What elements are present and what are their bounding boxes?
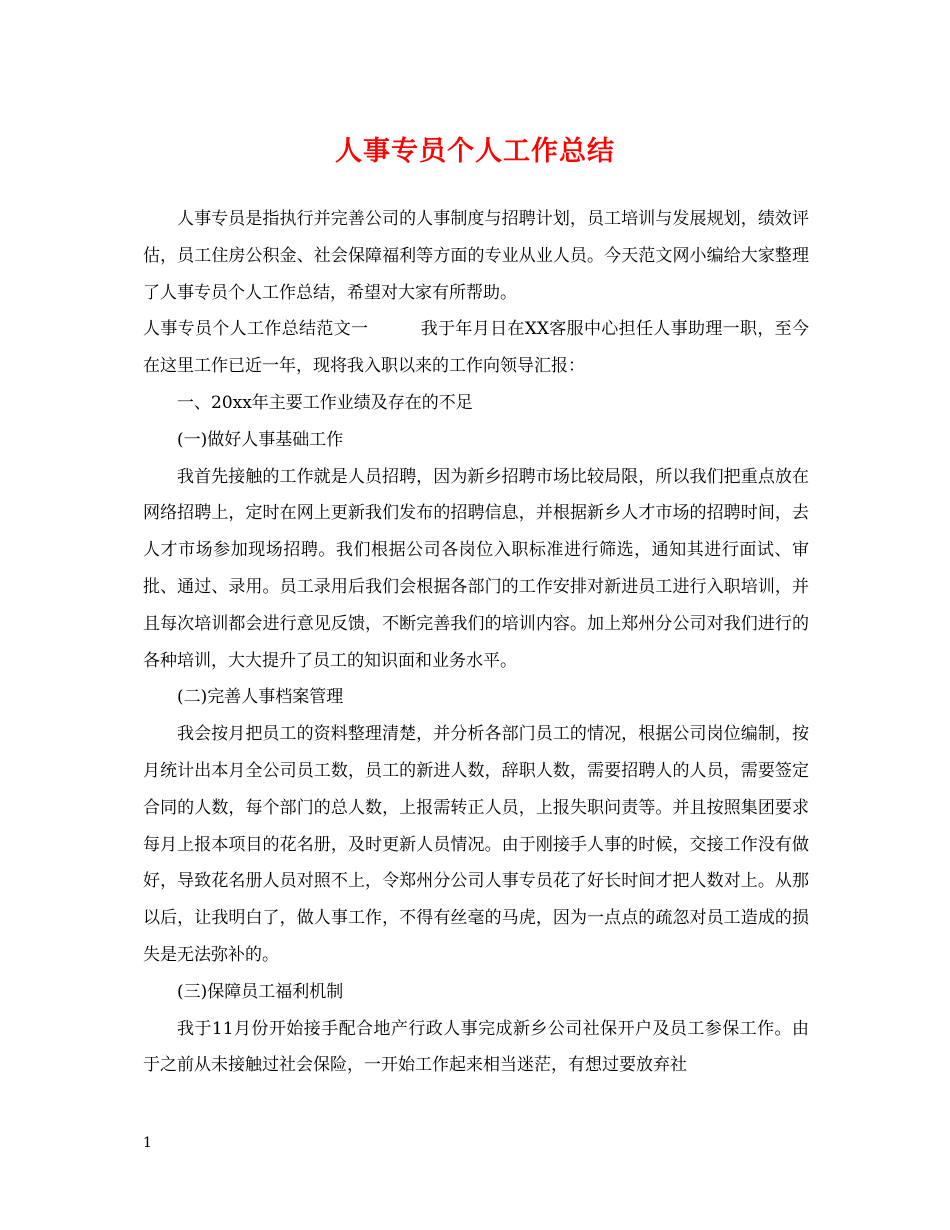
- section-heading-achievements: 一、20xx年主要工作业绩及存在的不足: [177, 392, 473, 413]
- paragraph-intro: 人事专员是指执行并完善公司的人事制度与招聘计划，员工培训与发展规划，绩效评估，员工住房公积金、社会保障福利等方面的专业从业人员。今天范文网小编给大家整理了人事专员个人工作总结，希望对大家有所帮助。: [143, 209, 809, 303]
- sample-heading: 人事专员个人工作总结范文一: [143, 319, 369, 340]
- paragraph-welfare: 我于11月份开始接手配合地产行政人事完成新乡公司社保开户及员工参保工作。由于之前从未接触过社会保险，一开始工作起来相当迷茫，有想过要放弃社: [143, 1018, 809, 1076]
- subsection-heading-2: (二)完善人事档案管理: [177, 687, 344, 708]
- page-number: 1: [143, 1135, 152, 1151]
- subsection-heading-1: (一)做好人事基础工作: [177, 429, 344, 450]
- paragraph-archives: 我会按月把员工的资料整理清楚，并分析各部门员工的情况，根据公司岗位编制，按月统计出本月全公司员工数，员工的新进人数，辞职人数，需要招聘人的人员，需要签定合同的人数，每个部门的总人数，上报需转正人员，上报失职问责等。并且按照集团要求每月上报本项目的花名册，及时更新人员情况。由于刚接手人事的时候，交接工作没有做好，导致花名册人员对照不上，令郑州分公司人事专员花了好长时间才把人数对上。从那以后，让我明白了，做人事工作，不得有丝毫的马虎，因为一点点的疏忽对员工造成的损失是无法弥补的。: [143, 724, 809, 965]
- paragraph-recruitment: 我首先接触的工作就是人员招聘，因为新乡招聘市场比较局限，所以我们把重点放在网络招聘上，定时在网上更新我们发布的招聘信息，并根据新乡人才市场的招聘时间，去人才市场参加现场招聘。我们根据公司各岗位入职标准进行筛选，通知其进行面试、审批、通过、录用。员工录用后我们会根据各部门的工作安排对新进员工进行入职培训，并且每次培训都会进行意见反馈，不断完善我们的培训内容。加上郑州分公司对我们进行的各种培训，大大提升了员工的知识面和业务水平。: [143, 466, 809, 671]
- paragraph-sample-line: [143, 311, 809, 385]
- document-title: 人事专员个人工作总结: [335, 136, 615, 167]
- subsection-heading-3: (三)保障员工福利机制: [177, 981, 344, 1002]
- sample-opening: 我于年月日在XX客服中心担任人事助理一职，至今在这里工作已近一年，现将我入职以来的工作向领导汇报：: [143, 319, 810, 377]
- document-body: [143, 201, 809, 1084]
